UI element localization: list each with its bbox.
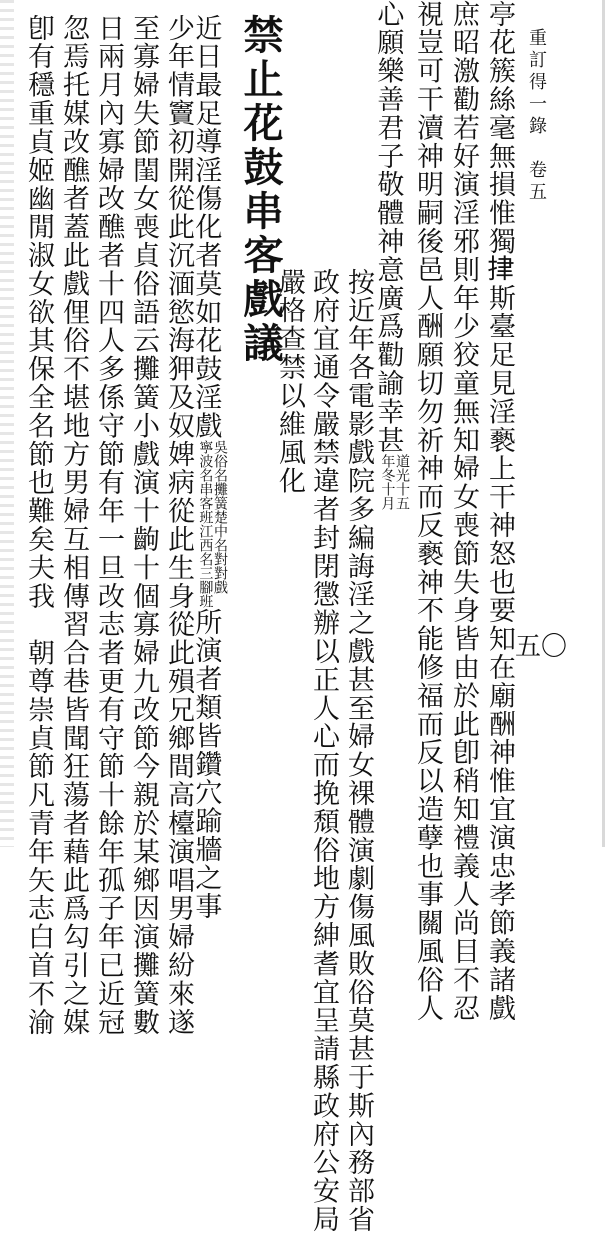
inline-note-line-1: 吳俗名攤簧楚中名對對戲 — [212, 440, 228, 594]
text-column-13: 忽焉托媒改醮者蓋此戲俚俗不堪地方男婦互相傳習合巷皆聞狂蕩者藉此爲勾引之媒 — [58, 14, 89, 1037]
date-note — [380, 454, 409, 510]
text-column-6: 政府宜通令嚴禁違者封閉懲辦以正人心而挽頹俗地方紳耆宜呈請縣政府公安局 — [308, 268, 339, 1234]
date-note-line-2: 年冬十月 — [379, 454, 396, 511]
inline-note-line-2: 寧波名串客班江西名三腳班 — [197, 440, 214, 608]
text-column-4-main: 心願樂善君子敬體神意廣爲勸諭幸甚 — [372, 0, 404, 455]
text-column-9-main: 近日最足導淫傷化者莫如花鼓淫戲 — [190, 14, 222, 440]
text-column-14: 卽有穩重貞姬幽閒淑女欲其保全名節也難矣夫我 朝尊崇貞節凡青年矢志白首不渝 — [23, 14, 54, 1037]
section-title: 禁止花鼓串客戲議 — [237, 14, 284, 366]
page-number: 五〇 — [514, 632, 567, 662]
text-column-5: 按近年各電影戲院多編誨淫之戲甚至婦女裸體演劇傷風敗俗莫甚于斯內務部省 — [343, 268, 374, 1234]
text-column-12: 日兩月內寡婦改醮者十四人多係守節有年一旦改志者更有守節十餘年孤子年已近冠 — [93, 14, 124, 1037]
running-title: 重訂得一錄 卷五 — [526, 28, 547, 204]
text-column-1: 亭花簇絲毫無損惟獨𢫫斯臺足見淫褻上干神怒也要知在廟酬神惟宜演忠孝節義諸戲 — [484, 0, 515, 1023]
text-column-9-end: 所演者類皆鑽穴踰牆之事 — [190, 608, 222, 921]
text-column-3: 視豈可干瀆神明嗣後邑人酬願切勿祈神而反褻神不能修福而反以造孽也事關風俗人 — [412, 0, 443, 1023]
text-column-10: 少年情竇初開從此沉湎慾海狎及奴婢病從此生身從此殞兄鄉間高檯演唱男婦紛來遂 — [163, 14, 194, 1037]
text-column-2: 庶昭激勸若好演淫邪則年少狡童無知婦女喪節失身皆由於此卽稍知禮義人尚目不忍 — [448, 0, 479, 1023]
text-column-4 — [374, 0, 409, 510]
text-column-11: 至寡婦失節閨女喪貞俗語云攤簧小戲演十齣十個寡婦九改節今親於某鄉因演攤簧數 — [128, 14, 159, 1037]
date-note-line-1: 道光十五 — [394, 454, 410, 511]
inline-note — [198, 440, 227, 608]
text-column-9 — [192, 14, 227, 920]
page-right-edge — [584, 0, 605, 847]
text-column-7: 嚴格查禁以維風化 — [274, 268, 305, 496]
page-left-edge — [0, 0, 14, 847]
